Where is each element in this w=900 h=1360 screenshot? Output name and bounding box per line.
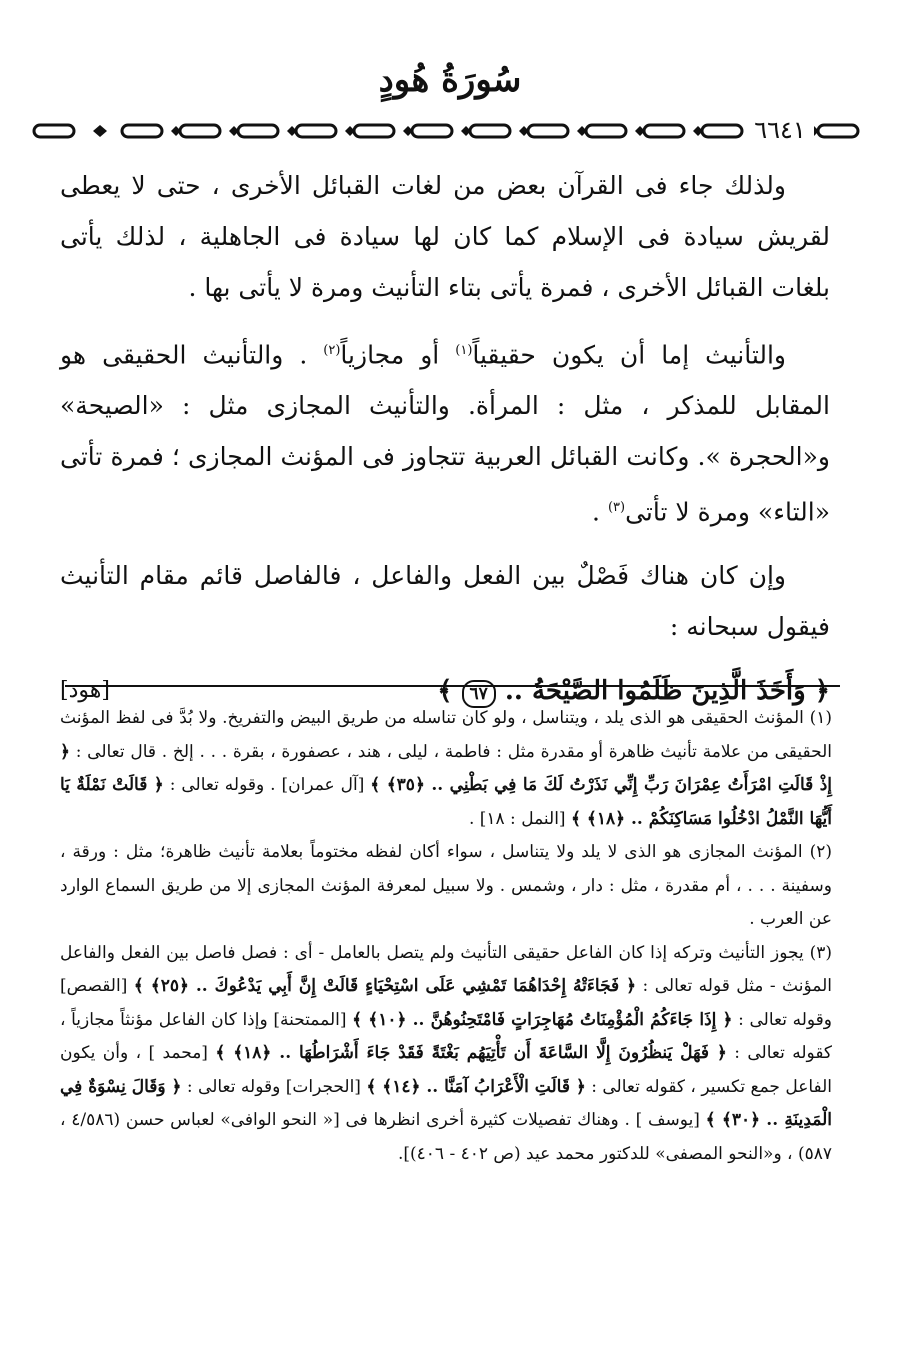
footnote-3-text-c: [الممتحنة] وإذا كان الفاعل مؤنثاً مجازياً ، كقوله تعالى : — [60, 1009, 833, 1063]
verse-reference: [هود] — [60, 677, 110, 703]
verse-text: ﴿ وَأَخَذَ الَّذِينَ ظَلَمُوا الصَّيْحَةُ .. — [495, 675, 830, 706]
decorative-border-band — [30, 120, 870, 142]
footnote-1-text-c: [النمل : ١٨] . — [468, 808, 571, 829]
footnote-3-text-b: [القصص] وقوله تعالى : — [60, 976, 833, 1030]
footnote-3-text-f: [يوسف ] . وهناك تفصيلات كثيرة أخرى انظرها فى [« النحو الوافى» لعباس حسن (٤/٥٨٦ ، ٥٨٧) ، و«النحو المصفى» للدكتور محمد عيد (ص ٤٠٢ - ٤٠٦)]. — [60, 1110, 832, 1164]
paragraph-1: ولذلك جاء فى القرآن بعض من لغات القبائل الأخرى ، حتى لا يعطى لقريش سيادة فى الإسلام كما كان لها سيادة فى الجاهلية ، لذلك يأتى بلغات القبائل الأخرى ، فمرة يأتى بتاء التأنيث ومرة لا يأتى بها . — [60, 171, 830, 302]
footnote-3-quote-1: ﴿ فَجَاءَتْهُ إِحْدَاهُمَا تَمْشِي عَلَى اسْتِحْيَاءٍ قَالَتْ إِنَّ أَبِي يَدْعُوكَ .. ﴿٢٥﴾ ﴾ — [133, 976, 637, 996]
paragraph-2-part-d: . — [592, 497, 608, 527]
footnote-1-quote-2: ﴿ قَالَتْ نَمْلَةٌ يَا أَيُّهَا النَّمْلُ ادْخُلُوا مَسَاكِنَكُمْ .. ﴿١٨﴾ ﴾ — [60, 775, 832, 829]
paragraph-3: وإن كان هناك فَصْلٌ بين الفعل والفاعل ، فالفاصل قائم مقام التأنيث فيقول سبحانه : — [60, 560, 830, 641]
paragraph-2 — [60, 325, 830, 538]
footnote-ref-1[interactable]: (١) — [455, 343, 473, 358]
footnote-1-text-a: (١) المؤنث الحقيقى هو الذى يلد ، ويتناسل ، ولو كان تناسله من طريق البيض والتفريخ. ولا بُدَّ فى لفظ المؤنث الحقيقى من علامة تأنيث ظاهرة أو مقدرة مثل : فاطمة ، ليلى ، هند ، عصفورة ، بقرة . . . إلخ . قال تعالى : — [60, 708, 832, 762]
footnote-1 — [60, 702, 832, 836]
footnote-3-quote-5: ﴿ وَقَالَ نِسْوَةٌ فِي الْمَدِينَةِ .. ﴿٣٠﴾ ﴾ — [60, 1076, 833, 1130]
paragraph-2-part-a: والتأنيث إما أن يكون حقيقياً — [472, 340, 786, 370]
footnote-ref-3[interactable]: (٣) — [607, 500, 626, 516]
footnote-3-quote-3: ﴿ فَهَلْ يَنظُرُونَ إِلَّا السَّاعَةَ أَن تَأْتِيَهُم بَغْتَةً فَقَدْ جَاءَ أَشْرَاطُهَا .. ﴿١٨﴾ ﴾ — [215, 1043, 727, 1063]
page-number: ٦٦٤١ — [746, 116, 814, 144]
footnote-3 — [60, 937, 832, 1172]
footnote-ref-2[interactable]: (٢) — [323, 343, 341, 358]
footnote-divider — [65, 685, 840, 687]
paragraph-2-part-b: أو مجازياً — [340, 340, 456, 370]
footnote-1-text-b: [آل عمران] . وقوله تعالى : — [163, 775, 371, 795]
footnote-3-quote-4: ﴿ قَالَتِ الْأَعْرَابُ آمَنَّا .. ﴿١٤﴾ ﴾ — [366, 1076, 586, 1097]
footnote-3-text-e: [الحجرات] وقوله تعالى : — [181, 1076, 367, 1097]
verse-close: ﴾ — [437, 675, 462, 706]
main-text — [60, 160, 830, 718]
paragraph-2-part-c: . والتأنيث الحقيقى هو المقابل للمذكر ، مثل : المرأة. والتأنيث المجازى مثل : «الصيحة» و«الحجرة ». وكانت القبائل العربية تتجاوز فى المؤنث المجازى ؛ فمرة تأتى «التاء» ومرة لا تأتى — [60, 340, 830, 527]
footnote-3-text-d: [محمد ] ، وأن يكون الفاعل جمع تكسير ، كقوله تعالى : — [60, 1043, 833, 1097]
footnote-2: (٢) المؤنث المجازى هو الذى لا يلد ولا يتناسل ، سواء أكان لفظه مختوماً بعلامة تأنيث ظاهرة؛ مثل : ورقة ، وسفينة . . . ، أم مقدرة ، مثل : دار ، وشمس . ولا سبيل لمعرفة المؤنث المجازى إلا من طريق السماع الوارد عن العرب . — [60, 842, 832, 929]
footnote-3-text-a: (٣) يجوز التأنيث وتركه إذا كان الفاعل حقيقى التأنيث ولم يتصل بالعامل - أى : فصل فاصل بين الفعل والفاعل المؤنث - مثل قوله تعالى : — [60, 942, 832, 996]
footnote-1-quote-1: ﴿ إِذْ قَالَتِ امْرَأَتُ عِمْرَانَ رَبِّ إِنِّي نَذَرْتُ لَكَ مَا فِي بَطْنِي .. ﴿٣٥﴾ ﴾ — [60, 741, 833, 795]
ayah-number: ٦٧ — [462, 680, 496, 708]
surah-title: سُورَةُ هُودٍ — [378, 60, 522, 100]
footnotes — [60, 702, 832, 1171]
footnote-3-quote-2: ﴿ إِذَا جَاءَكُمُ الْمُؤْمِنَاتُ مُهَاجِرَاتٍ فَامْتَحِنُوهُنَّ .. ﴿١٠﴾ ﴾ — [352, 1009, 733, 1030]
